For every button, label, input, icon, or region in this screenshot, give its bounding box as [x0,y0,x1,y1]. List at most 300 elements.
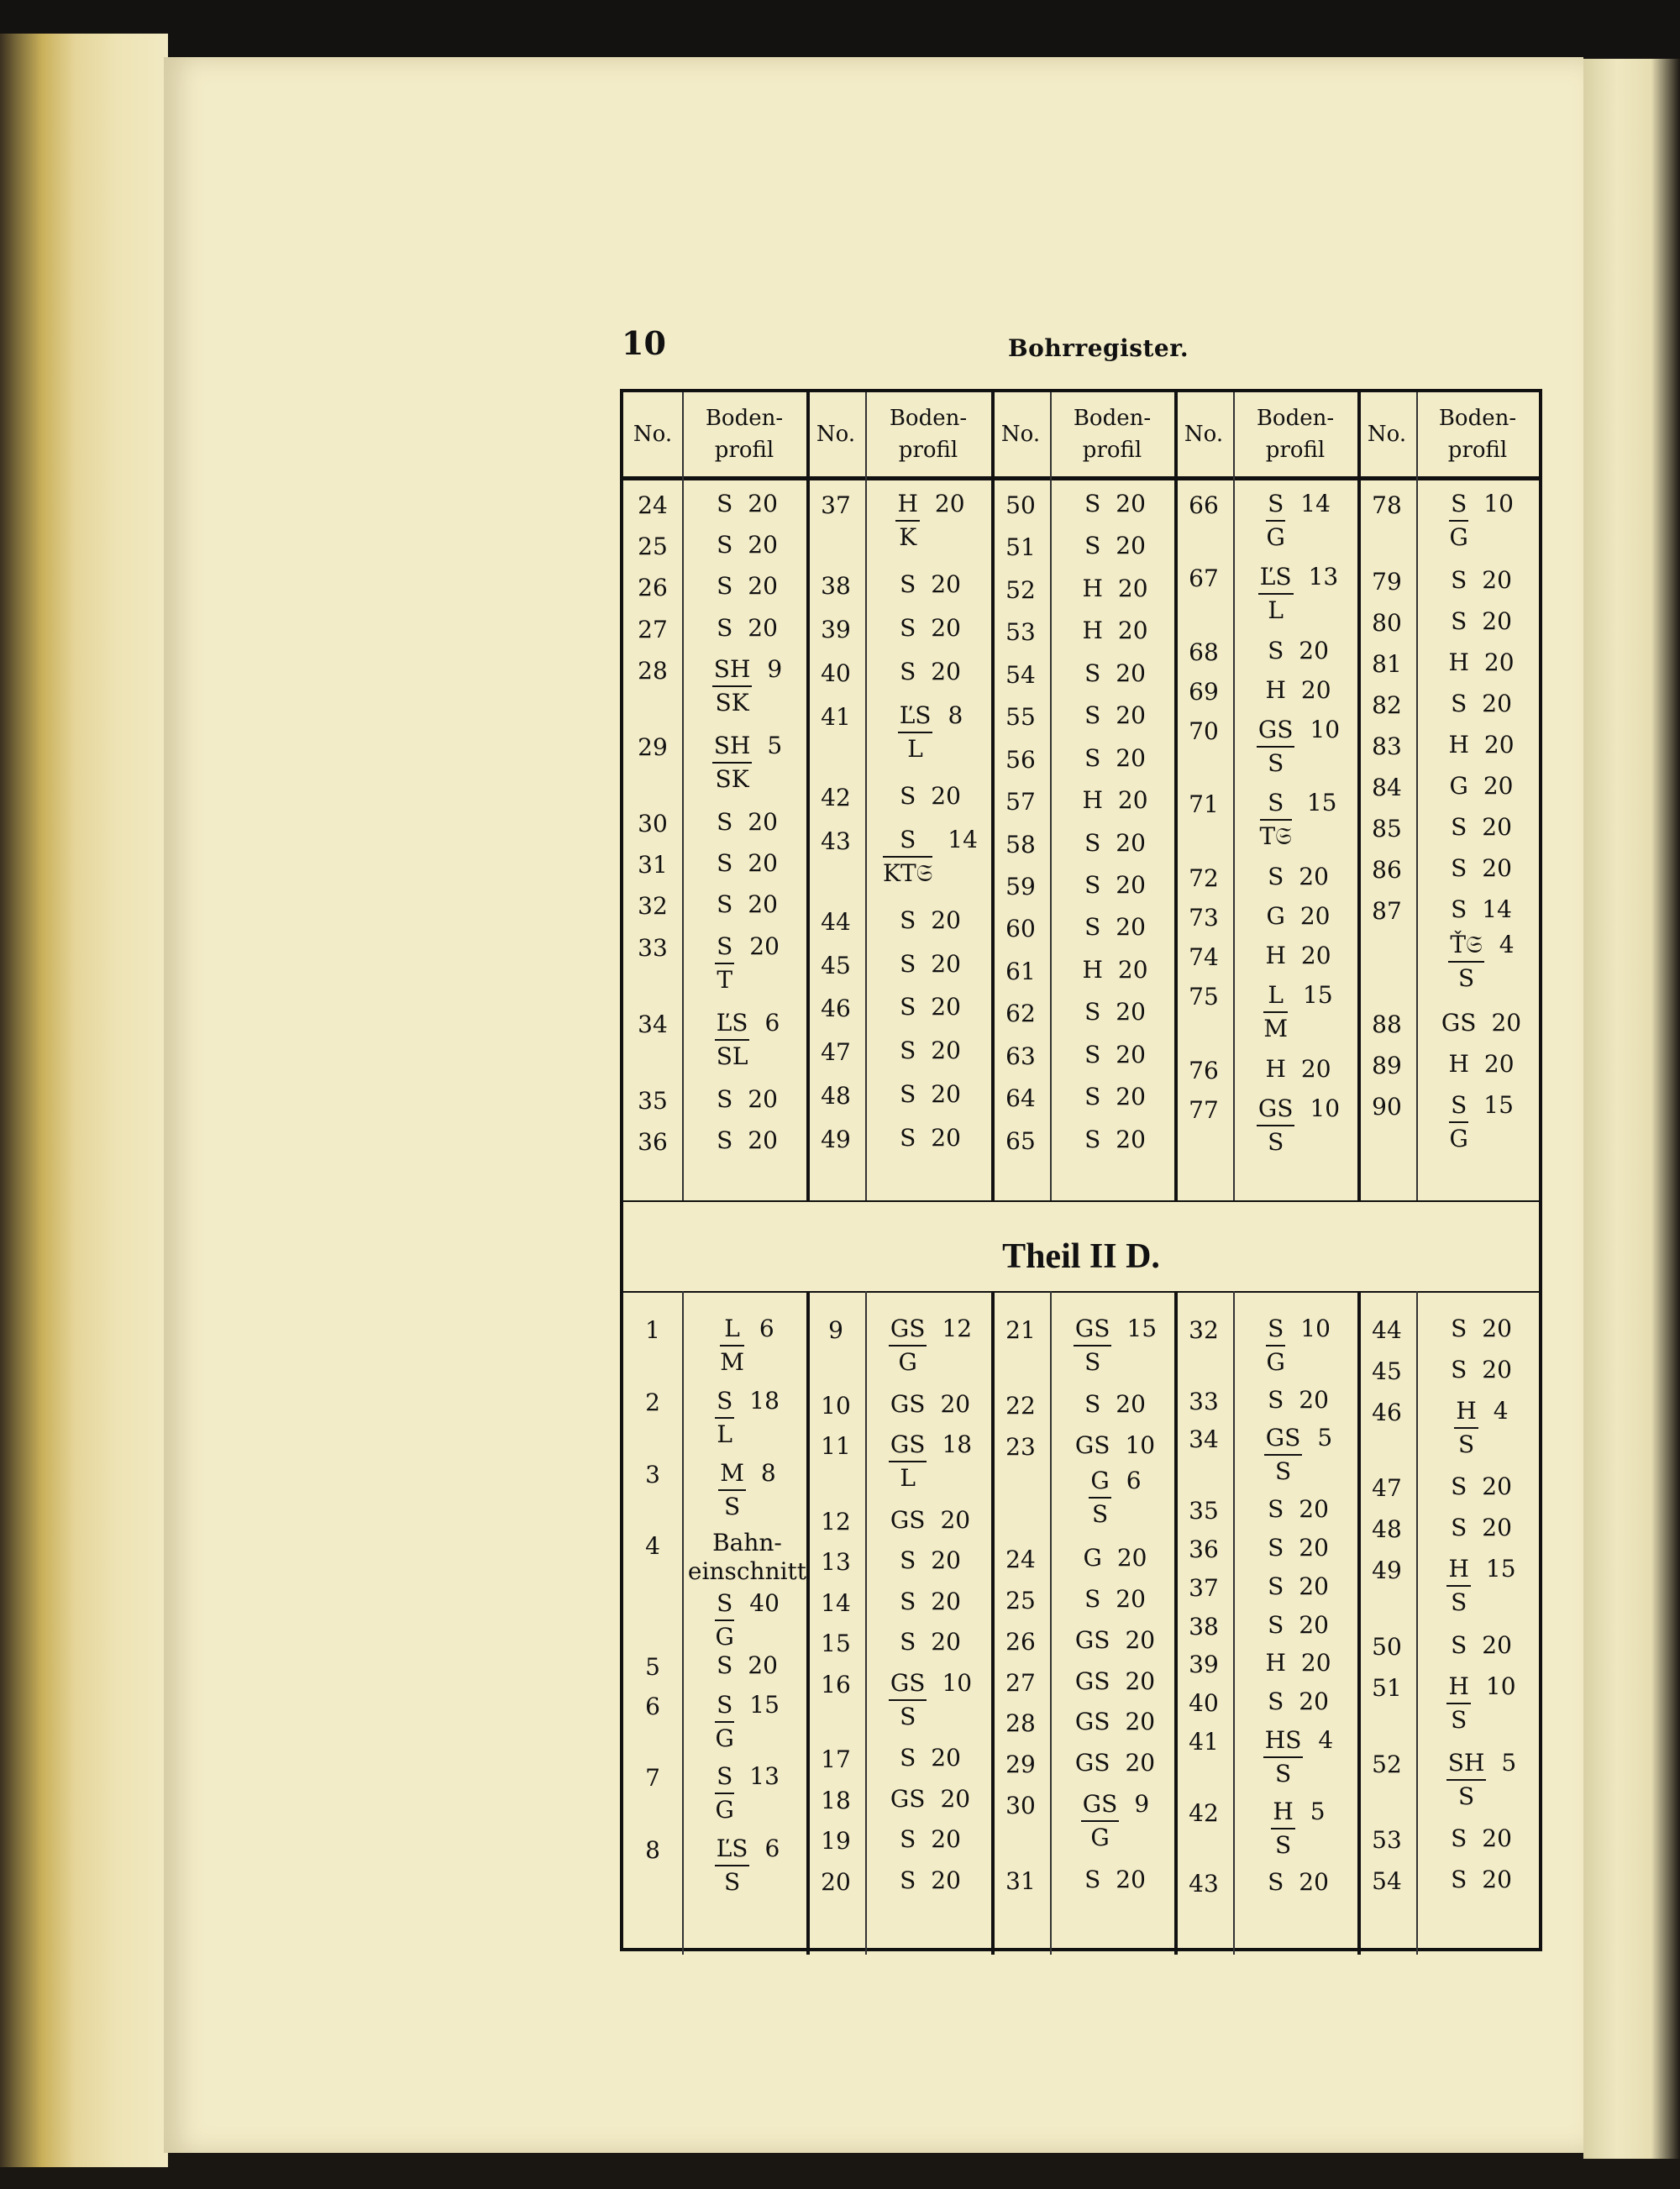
profile-depth: 20 [748,1084,778,1113]
profile-layer: S [900,993,916,1021]
profile-depth: 20 [1483,648,1515,676]
profile-bottom: S [723,1492,741,1520]
group-divider [1174,392,1178,1200]
soil-profile [1054,1430,1176,1530]
profile-depth: 13 [1308,563,1339,591]
profile-layer: S [1451,854,1467,883]
profile-bottom: S [1091,1500,1109,1529]
profile-top: S [1449,488,1468,522]
row-number: 78 [1372,491,1402,519]
row-number: 74 [1189,943,1219,971]
profile-bottom: SK [715,764,749,793]
profile-bottom: S [1451,1588,1467,1617]
row-number: 4 [645,1532,660,1561]
profile-depth: 14 [948,825,978,853]
profile-depth: 20 [1299,1533,1329,1562]
row-number: 85 [1372,815,1402,843]
soil-profile [1237,979,1359,1045]
row-number: 49 [1372,1556,1402,1585]
row-number: 38 [1189,1612,1219,1640]
profile-top: G [1089,1465,1110,1499]
row-number: 20 [821,1867,851,1896]
profile-depth: 20 [931,1080,961,1109]
soil-profile [686,1385,808,1451]
soil-profile [1237,1724,1359,1790]
group-divider [1357,1291,1361,1955]
profile-layer: S [1084,1125,1101,1153]
no-divider [865,1291,867,1955]
profile-depth: 20 [1117,786,1148,815]
profile-depth: 20 [1300,1054,1331,1083]
soil-profile [1420,894,1542,995]
soil-profile [1054,1583,1176,1615]
row-number: 26 [1005,1627,1036,1656]
row-number: 54 [1372,1867,1402,1896]
row-number: 59 [1005,872,1036,900]
profile-depth: 20 [748,1651,778,1680]
profile-top: M [718,1457,746,1491]
soil-profile [1237,1532,1359,1564]
row-number: 66 [1189,491,1219,519]
profile-depth: 20 [1482,1824,1512,1853]
soil-profile [1054,743,1176,774]
profile-layer: S [1084,1390,1101,1419]
profile-bottom: M [1263,1015,1289,1043]
profile-layer: H [1448,730,1469,759]
profile-depth: 20 [1116,1390,1146,1419]
profile-depth: 20 [1116,1040,1146,1068]
soil-profile [869,656,991,688]
profile-top: S [1260,787,1292,821]
profile-depth: 20 [1483,1050,1515,1079]
soil-profile [1237,940,1359,972]
profile-depth: 20 [1116,913,1146,942]
soil-profile [1237,1493,1359,1525]
profile-layer: S [1268,1610,1284,1639]
row-number: 47 [821,1038,851,1067]
profile-depth: 20 [1482,1355,1512,1383]
soil-profile [1054,615,1176,647]
profile-depth: 10 [1310,716,1341,743]
header-no: No. [1367,422,1407,447]
soil-profile [1237,787,1359,853]
soil-profile [869,700,991,765]
profile-layer: H [1265,942,1286,969]
soil-profile [1237,1571,1359,1603]
profile-depth: 20 [1482,565,1512,594]
profile-depth: 20 [934,490,965,517]
profile-depth: 14 [1482,895,1512,924]
profile-depth: 20 [1299,636,1329,664]
row-number: 8 [645,1836,660,1865]
soil-profile [1054,658,1176,690]
profile-layer: S [900,1080,916,1109]
profile-bottom: G [898,1348,917,1376]
profile-bottom: S [1457,1430,1475,1458]
soil-profile [1420,853,1542,885]
soil-profile [1420,1630,1542,1661]
profile-layer: S [1451,1315,1467,1342]
soil-profile [686,931,808,996]
profile-depth: 20 [1482,813,1512,842]
profile-top: GS [1264,1422,1303,1456]
profile-depth: 20 [1482,1514,1512,1542]
profile-depth: 20 [1117,617,1148,645]
profile-depth: 20 [1482,606,1512,635]
soil-profile [1054,1864,1176,1896]
profile-layer: S [1084,659,1101,687]
row-number: 17 [821,1745,851,1774]
profile-layer: S [1084,998,1101,1026]
row-number: 35 [1189,1497,1219,1525]
profile-layer: G [1266,901,1285,930]
row-number: 50 [1372,1632,1402,1661]
soil-profile [1054,1313,1176,1378]
profile-layer: S [1084,1866,1101,1894]
soil-profile [869,1388,991,1420]
profile-depth: 20 [1482,1472,1512,1501]
profile-top: HS [1263,1724,1304,1758]
profile-depth: 15 [1303,981,1333,1010]
row-number: 88 [1372,1011,1402,1039]
row-number: 80 [1372,608,1402,637]
no-divider [865,392,867,1200]
profile-layer: S [717,490,733,517]
row-number: 64 [1005,1084,1036,1113]
profile-depth: 20 [940,1389,971,1418]
row-number: 32 [638,892,668,921]
profile-depth: 20 [748,849,778,878]
profile-top: SH [1446,1747,1487,1781]
profile-depth: 4 [1318,1725,1334,1754]
profile-bottom: L [907,734,923,763]
page-stack-right [1583,59,1680,2159]
profile-layer: GS [1074,1708,1110,1736]
profile-layer: S [717,613,733,642]
profile-layer: S [1084,828,1101,857]
profile-layer: S [900,781,916,810]
section-rule-bottom [623,1291,1539,1293]
row-number: 84 [1372,774,1402,802]
profile-depth: 10 [1310,1094,1341,1122]
no-divider [1233,392,1235,1200]
profile-bottom: S [900,1702,916,1730]
page [164,57,1583,2153]
profile-top: GS [889,1667,927,1701]
group-divider [806,1291,810,1955]
soil-profile [686,612,808,644]
profile-depth: 6 [764,1008,780,1037]
profile-depth: 6 [1126,1467,1142,1495]
profile-depth: 10 [1483,490,1514,517]
soil-profile [686,1529,808,1653]
profile-layer: S [900,906,916,934]
row-number: 35 [638,1086,668,1115]
soil-profile [869,1667,991,1733]
profile-subentry [686,1588,808,1653]
profile-layer: GS [1441,1009,1477,1037]
row-number: 82 [1372,690,1402,719]
profile-depth: 20 [748,490,778,517]
profile-top: S [1266,1313,1285,1346]
soil-profile [869,948,991,980]
profile-top: S [715,931,734,964]
soil-profile [1420,688,1542,720]
soil-profile [869,569,991,601]
profile-subentry [1420,929,1542,995]
profile-layer: S [1451,1514,1467,1542]
soil-profile [1054,827,1176,859]
profile-depth: 20 [1299,1385,1329,1414]
profile-top: GS [1081,1788,1120,1822]
row-number: 41 [821,702,851,731]
profile-top: SH [712,730,753,764]
profile-layer: S [1084,701,1101,730]
row-number: 60 [1005,915,1036,943]
soil-profile [1420,1007,1542,1039]
profile-depth: 20 [748,807,778,836]
profile-depth: 20 [1125,1625,1156,1654]
no-divider [1050,392,1052,1200]
soil-profile [1420,488,1542,554]
profile-bottom: G [1266,1348,1285,1376]
row-number: 53 [1372,1826,1402,1855]
profile-depth: 20 [1482,1315,1512,1342]
profile-layer: S [1268,1495,1284,1524]
profile-layer: G [1449,772,1468,801]
soil-profile [686,889,808,921]
soil-profile [686,1689,808,1755]
profile-layer: H [1448,1050,1469,1079]
row-number: 62 [1005,1000,1036,1028]
profile-layer: S [717,1084,733,1113]
profile-depth: 20 [748,531,778,559]
profile-depth: 9 [767,654,783,683]
row-number: 33 [1189,1387,1219,1415]
soil-profile [1420,564,1542,596]
no-divider [1416,392,1418,1200]
soil-profile [686,1313,808,1378]
profile-layer: H [1082,786,1103,815]
soil-profile [686,488,808,520]
profile-depth: 20 [1116,1866,1146,1894]
profile-layer: S [1268,862,1284,890]
soil-profile [1237,1686,1359,1718]
profile-top: H [1446,1553,1470,1587]
profile-bottom: G [715,1724,734,1752]
profile-top: GS [889,1429,927,1462]
profile-bottom: G [715,1623,734,1651]
soil-profile [869,488,991,554]
profile-layer: H [1082,617,1103,645]
profile-layer: S [1268,636,1284,664]
row-number: 36 [638,1127,668,1156]
row-number: 45 [1372,1357,1402,1385]
profile-depth: 13 [749,1762,780,1791]
profile-depth: 8 [948,701,963,729]
profile-layer: S [1451,689,1467,717]
section-rule-top [623,1200,1539,1202]
soil-profile [1054,1666,1176,1698]
profile-layer: H [1265,1649,1286,1677]
row-number: 71 [1189,790,1219,819]
soil-profile [1054,573,1176,605]
row-number: 34 [638,1010,668,1038]
group-divider [806,392,810,1200]
row-number: 6 [645,1692,660,1720]
profile-depth: 20 [1483,772,1514,801]
soil-profile [869,1122,991,1154]
profile-depth: 20 [1482,854,1512,883]
profile-depth: 20 [1116,1585,1146,1613]
profile-bottom: G [1090,1823,1110,1851]
profile-layer: S [900,1825,916,1854]
row-number: 90 [1372,1093,1402,1121]
profile-top: L [1263,979,1288,1013]
profile-layer: S [1268,1572,1284,1600]
profile-depth: 20 [1116,1544,1147,1572]
profile-depth: 20 [748,1126,778,1154]
soil-profile [869,780,991,812]
profile-depth: 20 [931,1825,961,1854]
profile-layer: S [900,1866,916,1894]
soil-profile [869,1545,991,1577]
soil-profile [686,730,808,795]
row-number: 31 [1005,1867,1036,1896]
row-number: 10 [821,1391,851,1420]
row-number: 16 [821,1670,851,1698]
row-number: 1 [645,1316,660,1344]
row-number: 48 [821,1082,851,1110]
profile-depth: 20 [1116,1083,1146,1111]
header-no: No. [816,422,856,447]
profile-layer: H [1448,648,1469,676]
profile-depth: 20 [749,932,780,960]
profile-layer: S [900,1037,916,1065]
profile-depth: 10 [1125,1431,1156,1460]
profile-top: L [720,1313,744,1346]
profile-top: H [895,488,919,522]
soil-profile [1237,714,1359,780]
profile-depth: 20 [1300,675,1331,704]
profile-layer: S [1451,1355,1467,1383]
profile-depth: 20 [931,657,961,685]
profile-bottom: G [1266,523,1285,551]
no-divider [682,1291,684,1955]
table-header [623,392,1539,481]
soil-profile [686,1007,808,1073]
profile-layer: S [717,531,733,559]
profile-layer: S [1268,1533,1284,1562]
profile-depth: 20 [1299,862,1329,890]
profile-layer: S [1084,1585,1101,1613]
page-stack-left [0,34,168,2167]
profile-depth: 10 [942,1668,973,1697]
profile-depth: 20 [1116,1125,1146,1153]
profile-bottom: S [723,1868,741,1897]
profile-top: S [715,1588,734,1621]
profile-layer: S [717,807,733,836]
profile-depth: 20 [748,572,778,601]
no-divider [1233,1291,1235,1955]
soil-profile [869,612,991,644]
row-number: 39 [821,615,851,643]
profile-layer: S [1084,532,1101,560]
profile-layer: S [717,1126,733,1154]
profile-layer: H [1082,955,1103,984]
group-divider [1357,392,1361,1200]
profile-bottom: T𝔖 [1259,822,1292,851]
row-number: 32 [1189,1316,1219,1344]
row-number: 33 [638,933,668,962]
profile-bottom: S [1274,1830,1292,1859]
profile-layer: H [1082,574,1103,602]
no-divider [1050,1291,1052,1955]
background-top [0,0,1680,59]
row-number: 24 [638,491,668,519]
profile-depth: 20 [931,1037,961,1065]
profile-layer: S [900,1744,916,1772]
row-number: 63 [1005,1042,1036,1070]
row-number: 11 [821,1432,851,1461]
profile-depth: 20 [931,570,961,598]
profile-top: GS [889,1313,927,1346]
profile-depth: 5 [1501,1748,1517,1777]
soil-profile [1237,1647,1359,1679]
soil-profile [1054,869,1176,901]
profile-layer: GS [1074,1749,1110,1777]
profile-bottom: M [720,1348,744,1376]
profile-depth: 20 [931,1628,961,1656]
row-number: 7 [645,1764,660,1793]
row-number: 45 [821,951,851,979]
row-number: 61 [1005,957,1036,985]
no-divider [682,392,684,1200]
profile-depth: 20 [1300,942,1331,969]
profile-depth: 20 [1299,1495,1329,1524]
profile-subentry [1054,1465,1176,1530]
profile-depth: 20 [1299,1610,1329,1639]
profile-bottom: G [1449,523,1468,551]
profile-top: H [1271,1796,1294,1829]
profile-depth: 20 [1117,955,1148,984]
profile-layer: S [900,1587,916,1615]
row-number: 40 [821,659,851,687]
soil-profile [686,529,808,561]
row-number: 55 [1005,703,1036,732]
row-number: 87 [1372,897,1402,926]
profile-top: S [1449,1089,1468,1123]
row-number: 12 [821,1507,851,1535]
row-number: 31 [638,851,668,879]
profile-bottom: S [1457,964,1475,993]
profile-depth: 20 [931,1744,961,1772]
soil-profile [1237,900,1359,932]
soil-profile [1237,1384,1359,1416]
row-number: 34 [1189,1425,1219,1454]
row-number: 52 [1005,575,1036,604]
profile-depth: 20 [940,1505,971,1534]
profile-top: S [715,1689,734,1723]
row-number: 38 [821,572,851,600]
row-number: 49 [821,1126,851,1154]
soil-profile [1420,1512,1542,1544]
row-number: 9 [828,1316,843,1344]
row-number: 48 [1372,1515,1402,1544]
profile-layer: GS [890,1505,926,1534]
profile-layer: S [717,849,733,878]
soil-profile [1054,1788,1176,1854]
